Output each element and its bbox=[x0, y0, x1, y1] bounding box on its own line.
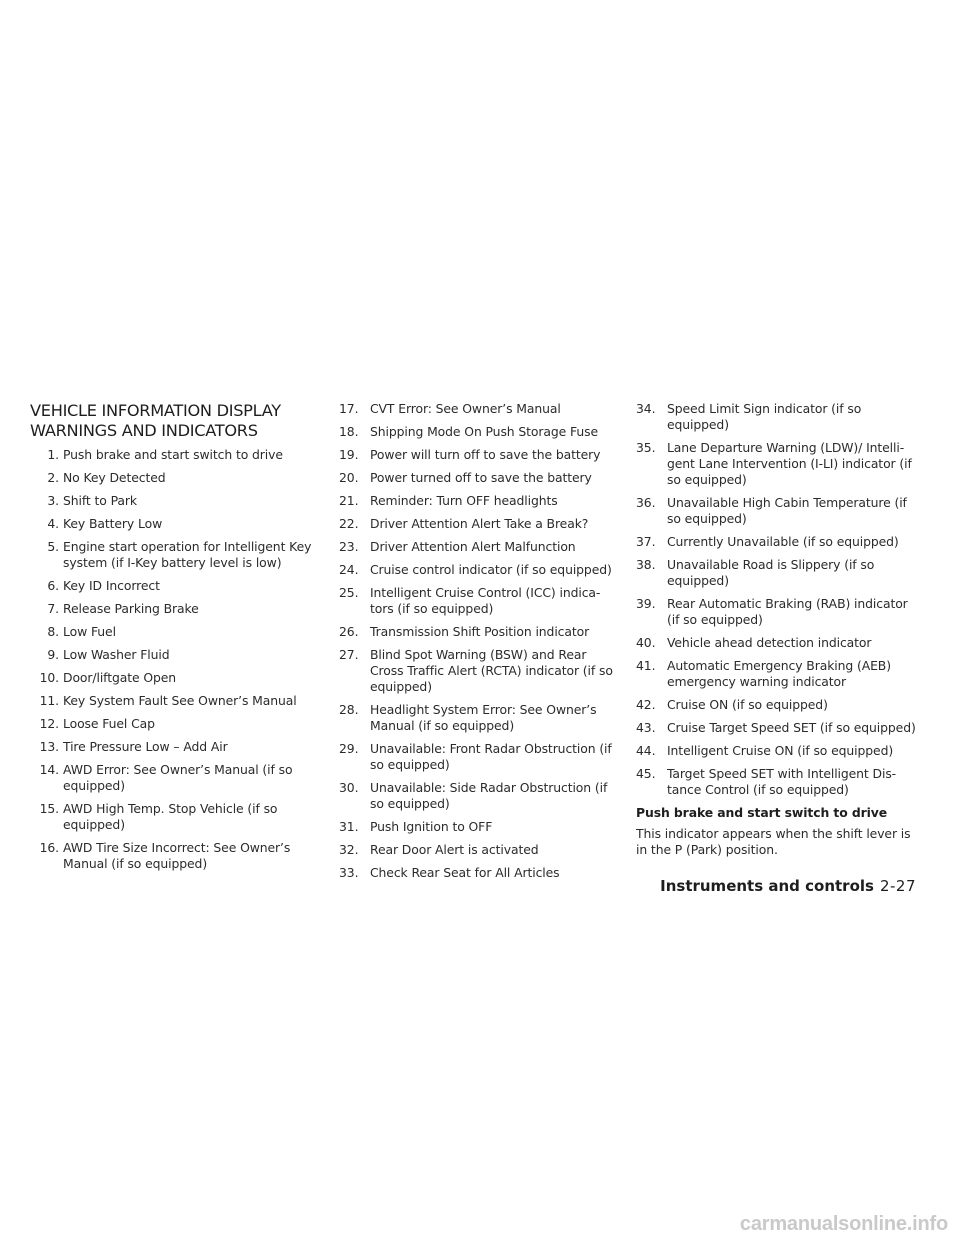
watermark-logo: carmanualsonline.info bbox=[739, 1213, 948, 1235]
list-item bbox=[30, 693, 326, 709]
list-item-text: Lane Departure Warning (LDW)/ Intelli-gent Lane Intervention (I-LI) indicator (if so equipped) bbox=[667, 440, 912, 487]
list-item-number: 17. bbox=[339, 401, 359, 416]
list-item-text: Loose Fuel Cap bbox=[63, 716, 155, 731]
list-item-text: AWD Error: See Owner’s Manual (if so equipped) bbox=[63, 762, 293, 793]
list-item-number: 40. bbox=[636, 635, 656, 650]
list-item bbox=[636, 743, 916, 759]
list-item bbox=[339, 562, 622, 578]
list-item-text: Shift to Park bbox=[63, 493, 137, 508]
list-item bbox=[636, 720, 916, 736]
list-item-text: Cruise Target Speed SET (if so equipped) bbox=[667, 720, 916, 735]
list-item-number: 31. bbox=[339, 819, 359, 834]
list-item-text: Push brake and start switch to drive bbox=[63, 447, 283, 462]
list-item-text: Key Battery Low bbox=[63, 516, 163, 531]
list-item-text: Vehicle ahead detection indicator bbox=[667, 635, 872, 650]
list-item-number: 39. bbox=[636, 596, 656, 611]
list-item bbox=[339, 493, 622, 509]
footer-section-name: Instruments and controls bbox=[660, 877, 874, 895]
list-item bbox=[30, 516, 326, 532]
list-item bbox=[339, 780, 622, 812]
list-item-text: Driver Attention Alert Take a Break? bbox=[370, 516, 589, 531]
list-item bbox=[636, 596, 916, 628]
list-item-number: 38. bbox=[636, 557, 656, 572]
list-item-text: Blind Spot Warning (BSW) and Rear Cross Traffic Alert (RCTA) indicator (if so equipped) bbox=[370, 647, 613, 694]
list-item-text: No Key Detected bbox=[63, 470, 166, 485]
list-item bbox=[339, 447, 622, 463]
list-item-number: 20. bbox=[339, 470, 359, 485]
list-item bbox=[30, 647, 326, 663]
list-item bbox=[30, 539, 326, 571]
list-item-number: 36. bbox=[636, 495, 656, 510]
list-item-text: Target Speed SET with Intelligent Dis-tance Control (if so equipped) bbox=[667, 766, 897, 797]
list-item-number: 7. bbox=[47, 601, 59, 616]
page-footer bbox=[660, 876, 916, 896]
list-item-number: 19. bbox=[339, 447, 359, 462]
list-item-number: 13. bbox=[39, 739, 59, 754]
list-item bbox=[636, 658, 916, 690]
list-item-text: Release Parking Brake bbox=[63, 601, 199, 616]
list-item-number: 42. bbox=[636, 697, 656, 712]
list-item bbox=[339, 741, 622, 773]
list-item-number: 8. bbox=[47, 624, 59, 639]
list-item-number: 37. bbox=[636, 534, 656, 549]
list-item bbox=[339, 470, 622, 486]
list-item-number: 26. bbox=[339, 624, 359, 639]
list-item-number: 15. bbox=[39, 801, 59, 816]
list-item-number: 14. bbox=[39, 762, 59, 777]
list-item bbox=[339, 539, 622, 555]
list-item-text: Key ID Incorrect bbox=[63, 578, 160, 593]
list-item-text: Cruise control indicator (if so equipped) bbox=[370, 562, 612, 577]
list-item-text: Driver Attention Alert Malfunction bbox=[370, 539, 576, 554]
list-item-text: Key System Fault See Owner’s Manual bbox=[63, 693, 297, 708]
list-item bbox=[339, 516, 622, 532]
list-item-text: Cruise ON (if so equipped) bbox=[667, 697, 828, 712]
list-item-number: 6. bbox=[47, 578, 59, 593]
list-item-text: Unavailable: Front Radar Obstruction (if so equipped) bbox=[370, 741, 612, 772]
indicator-list-3 bbox=[636, 401, 916, 798]
list-item-number: 1. bbox=[47, 447, 59, 462]
list-item bbox=[636, 401, 916, 433]
section-heading-line-1: VEHICLE INFORMATION DISPLAY bbox=[30, 401, 281, 420]
list-item bbox=[30, 840, 326, 872]
list-item bbox=[636, 557, 916, 589]
indicator-list-2 bbox=[339, 401, 622, 881]
list-item-text: Unavailable High Cabin Temperature (if so equipped) bbox=[667, 495, 907, 526]
list-item-text: Check Rear Seat for All Articles bbox=[370, 865, 560, 880]
list-item bbox=[339, 401, 622, 417]
list-item-number: 10. bbox=[39, 670, 59, 685]
list-item bbox=[30, 624, 326, 640]
list-item-text: Shipping Mode On Push Storage Fuse bbox=[370, 424, 598, 439]
column-2 bbox=[339, 401, 622, 888]
list-item bbox=[636, 440, 916, 488]
list-item-text: Push Ignition to OFF bbox=[370, 819, 493, 834]
list-item bbox=[636, 635, 916, 651]
list-item-number: 44. bbox=[636, 743, 656, 758]
list-item-number: 9. bbox=[47, 647, 59, 662]
list-item-text: CVT Error: See Owner’s Manual bbox=[370, 401, 561, 416]
list-item-text: Headlight System Error: See Owner’s Manual (if so equipped) bbox=[370, 702, 597, 733]
list-item-number: 28. bbox=[339, 702, 359, 717]
list-item bbox=[30, 470, 326, 486]
list-item-number: 5. bbox=[47, 539, 59, 554]
section-heading bbox=[30, 401, 326, 441]
list-item-number: 23. bbox=[339, 539, 359, 554]
list-item bbox=[30, 670, 326, 686]
list-item-text: Transmission Shift Position indicator bbox=[370, 624, 590, 639]
list-item-text: Engine start operation for Intelligent Key system (if I-Key battery level is low) bbox=[63, 539, 312, 570]
column-3 bbox=[636, 401, 916, 858]
list-item-text: Unavailable Road is Slippery (if so equipped) bbox=[667, 557, 875, 588]
list-item-text: Power turned off to save the battery bbox=[370, 470, 592, 485]
indicator-list-1 bbox=[30, 447, 326, 872]
list-item-number: 41. bbox=[636, 658, 656, 673]
list-item-text: AWD High Temp. Stop Vehicle (if so equipped) bbox=[63, 801, 278, 832]
list-item-number: 24. bbox=[339, 562, 359, 577]
list-item bbox=[30, 739, 326, 755]
list-item-number: 30. bbox=[339, 780, 359, 795]
list-item-number: 2. bbox=[47, 470, 59, 485]
list-item-number: 32. bbox=[339, 842, 359, 857]
list-item-text: Low Fuel bbox=[63, 624, 116, 639]
list-item bbox=[339, 585, 622, 617]
list-item-number: 12. bbox=[39, 716, 59, 731]
list-item-number: 29. bbox=[339, 741, 359, 756]
list-item-text: Automatic Emergency Braking (AEB) emergency warning indicator bbox=[667, 658, 891, 689]
list-item-text: Door/liftgate Open bbox=[63, 670, 177, 685]
list-item bbox=[636, 495, 916, 527]
list-item bbox=[30, 762, 326, 794]
list-item-number: 4. bbox=[47, 516, 59, 531]
list-item bbox=[339, 624, 622, 640]
list-item bbox=[339, 702, 622, 734]
list-item-number: 34. bbox=[636, 401, 656, 416]
list-item bbox=[339, 842, 622, 858]
list-item-number: 16. bbox=[39, 840, 59, 855]
list-item bbox=[30, 601, 326, 617]
list-item bbox=[30, 447, 326, 463]
list-item bbox=[636, 534, 916, 550]
list-item-number: 43. bbox=[636, 720, 656, 735]
subsection-heading: Push brake and start switch to drive bbox=[636, 805, 888, 820]
list-item-text: Speed Limit Sign indicator (if so equipped) bbox=[667, 401, 862, 432]
list-item bbox=[339, 424, 622, 440]
list-item-number: 22. bbox=[339, 516, 359, 531]
column-1 bbox=[30, 401, 326, 879]
list-item-text: Power will turn off to save the battery bbox=[370, 447, 601, 462]
list-item-text: AWD Tire Size Incorrect: See Owner’s Manual (if so equipped) bbox=[63, 840, 291, 871]
list-item-text: Intelligent Cruise ON (if so equipped) bbox=[667, 743, 894, 758]
list-item bbox=[339, 647, 622, 695]
list-item-text: Currently Unavailable (if so equipped) bbox=[667, 534, 899, 549]
list-item-number: 45. bbox=[636, 766, 656, 781]
list-item-text: Unavailable: Side Radar Obstruction (if so equipped) bbox=[370, 780, 608, 811]
list-item-number: 21. bbox=[339, 493, 359, 508]
list-item-text: Low Washer Fluid bbox=[63, 647, 170, 662]
list-item bbox=[636, 766, 916, 798]
list-item-text: Rear Door Alert is activated bbox=[370, 842, 539, 857]
list-item bbox=[30, 493, 326, 509]
list-item bbox=[30, 716, 326, 732]
list-item-text: Rear Automatic Braking (RAB) indicator (if so equipped) bbox=[667, 596, 908, 627]
list-item-number: 25. bbox=[339, 585, 359, 600]
section-heading-line-2: WARNINGS AND INDICATORS bbox=[30, 421, 258, 440]
list-item-text: Intelligent Cruise Control (ICC) indica-tors (if so equipped) bbox=[370, 585, 601, 616]
list-item-number: 18. bbox=[339, 424, 359, 439]
list-item-number: 33. bbox=[339, 865, 359, 880]
list-item bbox=[636, 697, 916, 713]
list-item-number: 35. bbox=[636, 440, 656, 455]
list-item-number: 3. bbox=[47, 493, 59, 508]
list-item bbox=[339, 819, 622, 835]
subsection-body: This indicator appears when the shift lever is in the P (Park) position. bbox=[636, 826, 911, 857]
list-item-number: 27. bbox=[339, 647, 359, 662]
page-number: 2-27 bbox=[879, 877, 916, 895]
list-item bbox=[30, 578, 326, 594]
list-item-text: Reminder: Turn OFF headlights bbox=[370, 493, 558, 508]
list-item bbox=[339, 865, 622, 881]
list-item bbox=[30, 801, 326, 833]
list-item-number: 11. bbox=[39, 693, 59, 708]
list-item-text: Tire Pressure Low – Add Air bbox=[63, 739, 228, 754]
